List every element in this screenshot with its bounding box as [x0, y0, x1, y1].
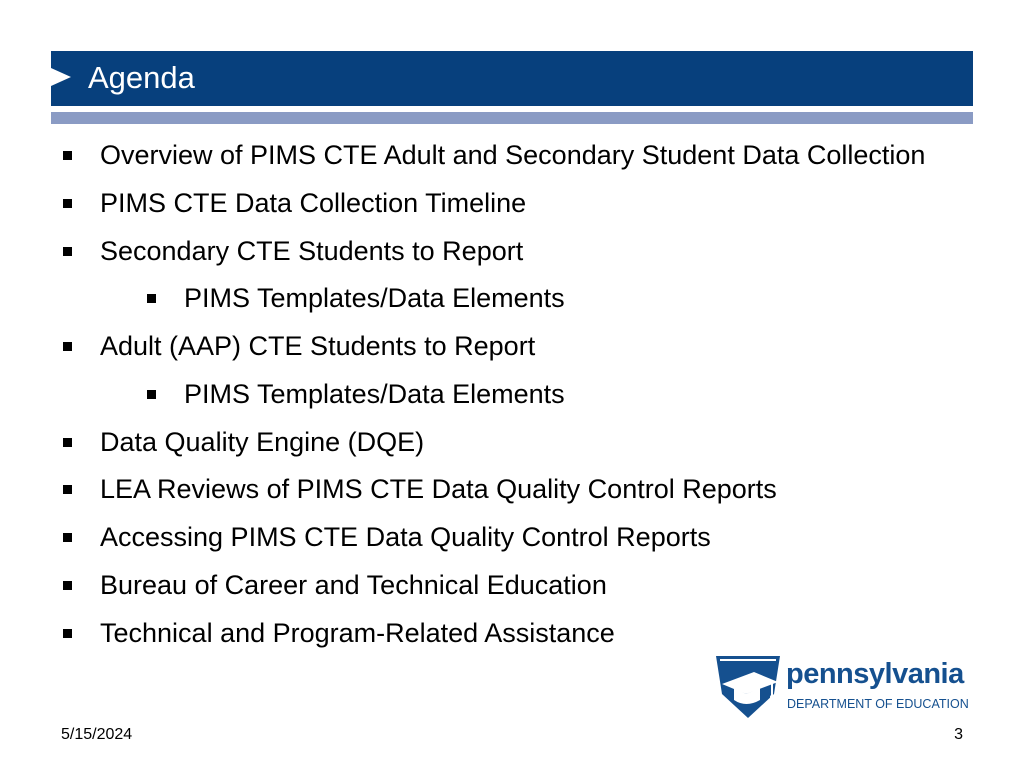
agenda-item-text: Bureau of Career and Technical Education — [100, 569, 607, 600]
title-bar — [51, 51, 973, 106]
square-bullet-icon — [147, 390, 156, 399]
agenda-item — [0, 610, 1024, 658]
title-arrow-icon — [51, 68, 71, 86]
footer-date: 5/15/2024 — [61, 726, 133, 743]
agenda-item — [0, 132, 1024, 180]
square-bullet-icon — [63, 581, 72, 590]
agenda-item-text: LEA Reviews of PIMS CTE Data Quality Control Reports — [100, 474, 777, 505]
logo-subtitle: DEPARTMENT OF EDUCATION — [787, 697, 969, 711]
page-number: 3 — [954, 726, 963, 743]
agenda-subitem — [0, 371, 1024, 419]
agenda-item — [0, 180, 1024, 228]
square-bullet-icon — [63, 629, 72, 638]
agenda-item-text: PIMS CTE Data Collection Timeline — [100, 187, 527, 218]
agenda-item — [0, 562, 1024, 610]
square-bullet-icon — [63, 342, 72, 351]
agenda-item — [0, 514, 1024, 562]
agenda-item-text: Secondary CTE Students to Report — [100, 235, 524, 266]
keystone-graduation-cap-icon — [714, 654, 782, 720]
agenda-item-text: Overview of PIMS CTE Adult and Secondary Student Data Collection — [100, 140, 926, 170]
agenda-item — [0, 323, 1024, 371]
square-bullet-icon — [63, 533, 72, 542]
pennsylvania-education-logo — [714, 654, 976, 720]
square-bullet-icon — [63, 151, 72, 160]
slide-title: Agenda — [88, 60, 195, 95]
logo-wordmark: pennsylvania — [786, 658, 964, 690]
square-bullet-icon — [63, 438, 72, 447]
agenda-list — [0, 132, 1024, 657]
agenda-item-text: Technical and Program-Related Assistance — [100, 617, 615, 648]
agenda-item — [0, 228, 1024, 276]
square-bullet-icon — [63, 199, 72, 208]
agenda-item-text: PIMS Templates/Data Elements — [184, 378, 565, 409]
agenda-item-text: Accessing PIMS CTE Data Quality Control Reports — [100, 522, 711, 552]
agenda-item — [0, 419, 1024, 467]
square-bullet-icon — [147, 294, 156, 303]
agenda-item-text: PIMS Templates/Data Elements — [184, 283, 565, 314]
agenda-item-text: Data Quality Engine (DQE) — [100, 426, 425, 457]
square-bullet-icon — [63, 247, 72, 256]
title-rule — [51, 112, 973, 124]
agenda-item — [0, 466, 1024, 514]
agenda-item-text: Adult (AAP) CTE Students to Report — [100, 331, 536, 361]
square-bullet-icon — [63, 485, 72, 494]
agenda-subitem — [0, 275, 1024, 323]
